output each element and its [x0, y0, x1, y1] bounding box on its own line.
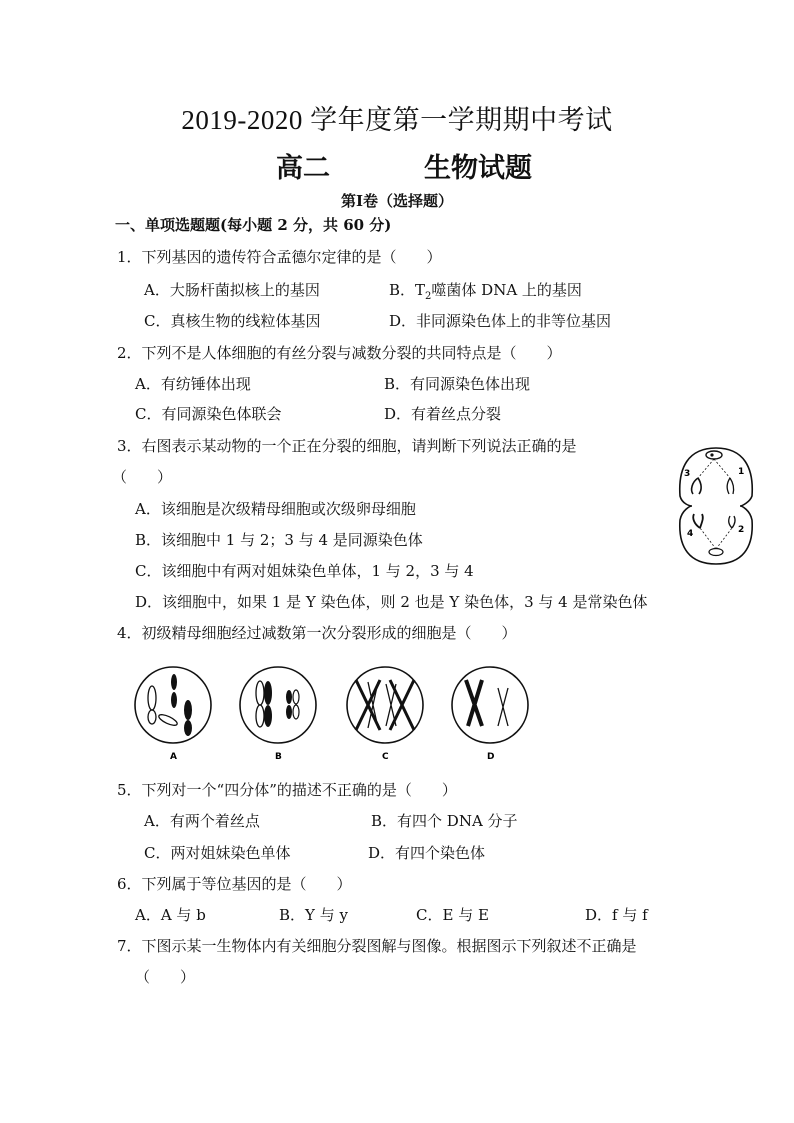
question-7-stem: 7．下图示某一生物体内有关细胞分裂图解与图像。根据图示下列叙述不正确是: [117, 937, 637, 955]
part-heading: 第Ⅰ卷（选择题）: [340, 192, 454, 210]
question-6-option-d: D．f 与 f: [585, 906, 648, 924]
question-3-option-d: D．该细胞中，如果 1 是 Y 染色体，则 2 也是 Y 染色体，3 与 4 是常染色体: [135, 593, 648, 611]
question-1-option-d: D．非同源染色体上的非等位基因: [389, 312, 612, 330]
chromosome-4: [693, 514, 703, 528]
question-3-answer-blank: （ ）: [112, 468, 173, 486]
dividing-cell-figure: [668, 440, 764, 572]
chromosome: [171, 674, 177, 690]
question-3-option-b: B．该细胞中 1 与 2；3 与 4 是同源染色体: [135, 531, 423, 549]
question-3-option-c: C．该细胞中有两对姐妹染色单体，1 与 2，3 与 4: [135, 562, 474, 580]
chromosome: [171, 692, 177, 708]
spindle-fiber: [700, 528, 716, 549]
grade-label: 高二: [276, 153, 330, 184]
figure-label-3: 3: [684, 469, 691, 479]
question-4-stem: 4．初级精母细胞经过减数第一次分裂形成的细胞是（ ）: [117, 624, 517, 642]
question-2-option-a: A．有纺锤体出现: [135, 375, 251, 393]
cell-c-label: C: [382, 752, 389, 762]
chromosome-1: [727, 478, 733, 494]
chromosome: [157, 713, 178, 728]
chromosome: [256, 681, 264, 705]
question-2-option-b: B．有同源染色体出现: [384, 375, 531, 393]
option-b-subscript: 2: [425, 291, 432, 302]
figure-label-4: 4: [687, 529, 694, 539]
question-2-stem: 2．下列不是人体细胞的有丝分裂与减数分裂的共同特点是（ ）: [117, 344, 562, 362]
chromosome: [390, 680, 414, 730]
section-heading: 一、单项选题题(每小题 2 分，共 60 分): [115, 216, 392, 234]
chromosome: [466, 680, 482, 726]
question-3-stem: 3．右图表示某动物的一个正在分裂的细胞，请判断下列说法正确的是: [117, 437, 577, 455]
chromosome: [148, 710, 156, 724]
spindle-fiber: [714, 459, 730, 478]
question-1-option-b: [389, 279, 582, 302]
question-5-option-d: D．有四个染色体: [368, 844, 486, 862]
cell-d-label: D: [487, 752, 495, 762]
cell-membrane: [680, 448, 752, 564]
figure-label-2: 2: [738, 525, 745, 535]
option-b-prefix: B．T: [389, 281, 426, 299]
exam-title: 2019-2020 学年度第一学期期中考试: [181, 105, 613, 135]
question-5-option-a: A．有两个着丝点: [144, 812, 260, 830]
cell-options-figure: [128, 660, 548, 764]
cell-b-label: B: [275, 752, 282, 762]
question-1-option-c: C．真核生物的线粒体基因: [144, 312, 321, 330]
chromosome: [286, 690, 292, 704]
cell-a-label: A: [170, 752, 177, 762]
chromosome: [184, 700, 192, 720]
chromosome: [286, 705, 292, 719]
centrosome-bottom: [709, 549, 723, 556]
cell-d-membrane: [452, 667, 528, 743]
cell-b: [240, 667, 316, 743]
chromosome: [293, 690, 299, 704]
cell-d: [452, 667, 528, 743]
cell-b-membrane: [240, 667, 316, 743]
question-5-option-b: B．有四个 DNA 分子: [371, 812, 518, 830]
figure-label-1: 1: [738, 467, 745, 477]
question-2-option-d: D．有着丝点分裂: [384, 405, 502, 423]
chromosome-3: [692, 478, 702, 494]
question-6-option-c: C．E 与 E: [416, 906, 489, 924]
chromosome: [386, 684, 396, 726]
question-1-option-a: A．大肠杆菌拟核上的基因: [144, 281, 320, 299]
spindle-fiber: [716, 528, 732, 549]
centriole-top: [710, 453, 713, 456]
cell-c: [347, 667, 423, 743]
chromosome: [148, 686, 156, 710]
question-1-stem: 1．下列基因的遗传符合孟德尔定律的是（ ）: [117, 248, 442, 266]
option-b-text: 噬菌体 DNA 上的基因: [431, 281, 582, 299]
chromosome: [264, 681, 272, 705]
chromosome: [256, 705, 264, 727]
chromosome: [184, 720, 192, 736]
chromosome: [498, 688, 508, 726]
centrosome-top: [706, 451, 722, 459]
chromosome: [293, 705, 299, 719]
chromosome: [264, 705, 272, 727]
subject-label: 生物试题: [424, 153, 532, 184]
chromosome-2: [729, 516, 735, 528]
cell-c-membrane: [347, 667, 423, 743]
question-6-option-a: A．A 与 b: [135, 906, 206, 924]
question-5-option-c: C．两对姐妹染色单体: [144, 844, 291, 862]
spindle-fiber: [698, 459, 714, 478]
question-3-option-a: A．该细胞是次级精母细胞或次级卵母细胞: [135, 500, 416, 518]
cell-a: [135, 667, 211, 743]
question-5-stem: 5．下列对一个“四分体”的描述不正确的是（ ）: [117, 781, 457, 799]
question-6-option-b: B．Y 与 y: [279, 906, 348, 924]
question-7-answer-blank: （ ）: [135, 968, 196, 986]
question-6-stem: 6．下列属于等位基因的是（ ）: [117, 875, 352, 893]
question-2-option-c: C．有同源染色体联会: [135, 405, 282, 423]
